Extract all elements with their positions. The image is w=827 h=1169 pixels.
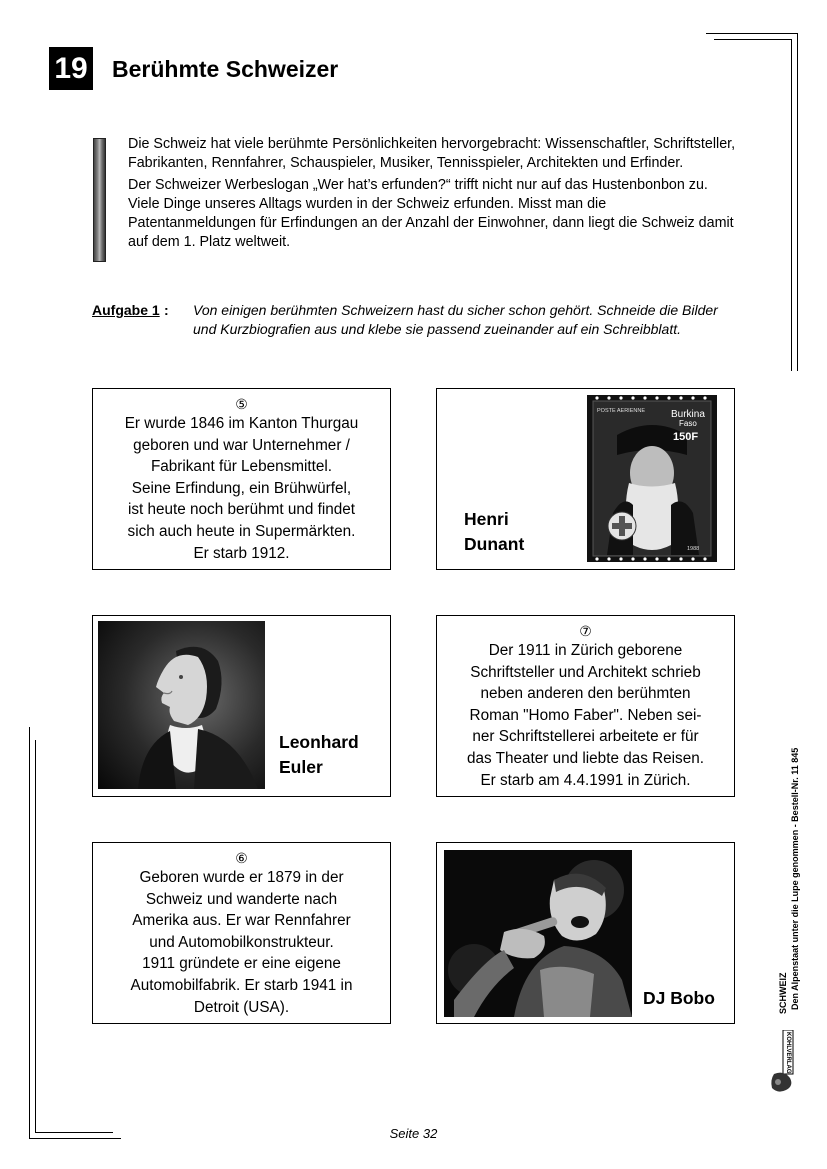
card-number: ⑦ — [579, 623, 592, 639]
card-leonhard-euler — [92, 615, 391, 797]
person-name — [464, 507, 524, 557]
dj-bobo-photo-svg — [444, 850, 632, 1017]
name-line: Henri — [464, 509, 509, 529]
frame-bottom-left-v1 — [29, 727, 30, 1139]
stamp-value: 150F — [673, 431, 699, 443]
frame-top-right-v2 — [791, 39, 792, 371]
task-instruction: Von einigen berühmten Schweizern hast du sicher schon gehört. Schneide die Bilder und Kurzbiografien aus und klebe sie passend zueinander auf ein Schreibblatt. — [193, 302, 718, 337]
bio-line: Geboren wurde er 1879 in der — [139, 869, 344, 886]
intro-accent-bar — [93, 138, 106, 262]
card-dj-bobo — [436, 842, 735, 1024]
card-bio-7-text — [437, 622, 734, 791]
bio-line: 1911 gründete er eine eigene — [142, 955, 341, 973]
card-number: ⑤ — [235, 396, 248, 412]
card-bio-6-text — [93, 849, 390, 1018]
stamp-top-left-text: POSTE AERIENNE — [597, 408, 645, 414]
stamp-country-1: Burkina — [671, 409, 705, 420]
bio-line: Amerika aus. Er war Rennfahrer — [132, 912, 351, 930]
person-name: DJ Bobo — [643, 988, 715, 1008]
side-text-line: SCHWEIZ — [778, 972, 788, 1014]
bio-line: Er wurde 1846 im Kanton Thurgau — [124, 415, 359, 432]
bio-line: das Theater und liebte das Reisen. — [467, 749, 704, 767]
task-label-colon: : — [164, 302, 169, 318]
bio-line: Er starb 1912. — [193, 544, 290, 562]
frame-top-right-h2 — [714, 39, 792, 40]
frame-top-right-v1 — [797, 33, 798, 371]
stamp-country-2: Faso — [679, 419, 697, 428]
side-publisher-text-2 — [778, 973, 789, 1015]
bio-line: geboren und war Unternehmer / — [133, 436, 350, 454]
card-henri-dunant — [436, 388, 735, 570]
bio-line: Schweiz und wanderte nach — [145, 890, 338, 908]
dunant-stamp-svg — [587, 395, 717, 562]
bio-line: Schriftsteller und Architekt schrieb — [470, 663, 701, 681]
bio-line: sich auch heute in Supermärkten. — [127, 522, 356, 540]
bio-line: Seine Erfindung, ein Brühwürfel, — [131, 479, 352, 497]
chapter-number: 19 — [49, 47, 93, 90]
bio-line: ner Schriftstellerei arbeitete er für — [472, 728, 699, 746]
bio-line: Automobilfabrik. Er starb 1941 in — [130, 976, 353, 994]
card-bio-7 — [436, 615, 735, 797]
side-text-line: Den Alpenstaat unter die Lupe genommen - Bestell-Nr. 11 845 — [790, 747, 800, 1010]
card-bio-5-text — [93, 395, 390, 564]
person-name — [279, 730, 359, 780]
bio-line: Der 1911 in Zürich geborene — [488, 642, 683, 659]
name-line: Dunant — [464, 534, 525, 554]
euler-portrait-svg — [98, 621, 265, 789]
page-number: Seite 32 — [389, 1126, 438, 1141]
intro-paragraph: Die Schweiz hat viele berühmte Persönlichkeiten hervorgebracht: Wissenschaftler, Schriftsteller, Fabrikanten, Rennfahrer, Schauspieler, Musiker, Tennisspieler, Architekten und Erfinder. — [128, 136, 736, 172]
card-number: ⑥ — [235, 850, 248, 866]
publisher-name: KOHLVERLAG — [785, 1032, 791, 1074]
bio-line: ist heute noch berühmt und findet — [127, 501, 356, 519]
name-line: Leonhard — [279, 732, 359, 752]
bio-line: und Automobilkonstrukteur. — [149, 933, 334, 951]
intro-paragraph: Der Schweizer Werbeslogan „Wer hat’s erfunden?“ trifft nicht nur auf das Hustenbonbon zu. Viele Dinge unseres Alltags wurden in der Schweiz erfunden. Misst man die Patentanmeldungen für Erfindungen an der Anzahl der Einwohner, dann liegt die Schweiz damit auf dem 1. Platz weltweit. — [128, 176, 734, 251]
bio-line: Fabrikant für Lebensmittel. — [150, 458, 333, 476]
task-label: Aufgabe 1 — [92, 302, 160, 318]
bio-line: Er starb am 4.4.1991 in Zürich. — [480, 771, 691, 789]
bio-line: Detroit (USA). — [193, 998, 290, 1016]
bio-line: Roman "Homo Faber". Neben sei- — [469, 706, 702, 724]
frame-bottom-left-v2 — [35, 740, 36, 1133]
intro-text — [128, 135, 738, 255]
stamp-image — [587, 395, 717, 562]
card-bio-5 — [92, 388, 391, 570]
bio-line: neben anderen den berühmten — [480, 685, 691, 703]
euler-portrait — [98, 621, 265, 789]
frame-top-right-h1 — [706, 33, 798, 34]
stamp-year: 1988 — [687, 546, 700, 552]
card-bio-6 — [92, 842, 391, 1024]
side-publisher-text — [790, 748, 801, 1010]
dj-bobo-photo — [444, 850, 632, 1017]
name-line: Euler — [279, 757, 323, 777]
page-title: Berühmte Schweizer — [112, 56, 339, 82]
publisher-logo — [768, 1030, 794, 1094]
